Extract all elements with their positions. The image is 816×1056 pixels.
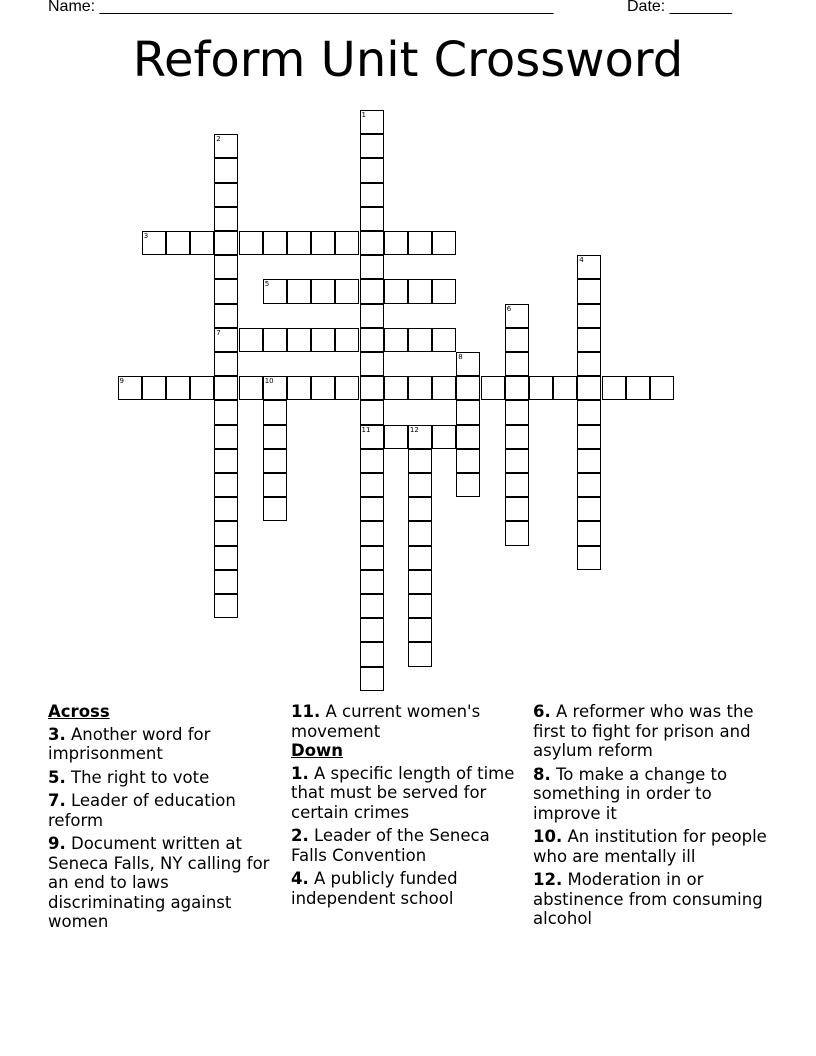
grid-cell-3[interactable] (142, 231, 166, 255)
grid-cell[interactable] (287, 231, 311, 255)
grid-cell[interactable] (408, 328, 432, 352)
grid-cell[interactable] (384, 425, 408, 449)
clue-number: 12. (533, 870, 563, 889)
grid-cell-10[interactable] (263, 376, 287, 400)
clue-text: A current women's movement (291, 702, 481, 741)
grid-cell[interactable] (408, 642, 432, 666)
grid-cell[interactable] (214, 231, 238, 255)
grid-cell[interactable] (166, 231, 190, 255)
clue-number: 3. (48, 724, 66, 744)
grid-cell[interactable] (360, 521, 384, 545)
grid-cell[interactable] (263, 473, 287, 497)
clue-number-label: 4 (579, 256, 584, 265)
grid-cell[interactable] (360, 570, 384, 594)
grid-cell[interactable] (166, 376, 190, 400)
grid-cell[interactable] (577, 473, 601, 497)
grid-cell[interactable] (214, 449, 238, 473)
grid-cell[interactable] (263, 231, 287, 255)
grid-cell[interactable] (432, 279, 456, 303)
clue-number-label: 2 (216, 135, 221, 144)
grid-cell[interactable] (650, 376, 674, 400)
clue-text: A specific length of time that must be served for certain crimes (291, 763, 515, 822)
clue-number-label: 5 (264, 280, 270, 289)
clue-number-label: 6 (506, 304, 512, 313)
grid-cell[interactable] (311, 279, 335, 303)
clue-number-label: 7 (216, 328, 221, 337)
grid-cell[interactable] (360, 594, 384, 618)
grid-cell[interactable] (214, 425, 238, 449)
clue-text: An institution for people who are mentally ill (533, 827, 767, 866)
grid-cell[interactable] (360, 642, 384, 666)
grid-cell[interactable] (335, 376, 359, 400)
grid-cell[interactable] (384, 376, 408, 400)
grid-cell[interactable] (505, 328, 529, 352)
grid-cell-7[interactable] (214, 328, 238, 352)
grid-cell[interactable] (214, 594, 238, 618)
grid-cell-12[interactable] (408, 425, 432, 449)
clue-text: Leader of education reform (48, 791, 236, 830)
clue-across-5 (48, 768, 284, 788)
grid-cell[interactable] (214, 183, 238, 207)
clues-column-2 (291, 702, 527, 912)
grid-cell[interactable] (505, 473, 529, 497)
grid-cell[interactable] (577, 376, 601, 400)
grid-cell[interactable] (263, 449, 287, 473)
grid-cell-8[interactable] (456, 352, 480, 376)
grid-cell[interactable] (287, 328, 311, 352)
clues-column-3 (533, 702, 769, 933)
clue-number: 10. (533, 827, 563, 846)
clue-number-label: 12 (409, 425, 419, 434)
grid-cell[interactable] (456, 473, 480, 497)
grid-cell[interactable] (360, 546, 384, 570)
grid-cell[interactable] (263, 400, 287, 424)
clue-across-3 (48, 725, 284, 764)
grid-cell-5[interactable] (263, 279, 287, 303)
grid-cell[interactable] (577, 328, 601, 352)
clue-across-7 (48, 791, 284, 830)
grid-cell[interactable] (360, 618, 384, 642)
grid-cell[interactable] (360, 497, 384, 521)
grid-cell[interactable] (311, 328, 335, 352)
grid-cell[interactable] (214, 497, 238, 521)
grid-cell[interactable] (360, 134, 384, 158)
grid-cell[interactable] (384, 231, 408, 255)
grid-cell[interactable] (577, 425, 601, 449)
grid-cell[interactable] (214, 352, 238, 376)
grid-cell[interactable] (214, 400, 238, 424)
grid-cell[interactable] (626, 376, 650, 400)
grid-cell[interactable] (408, 231, 432, 255)
grid-cell[interactable] (408, 618, 432, 642)
clue-number: 7. (48, 791, 66, 810)
grid-cell[interactable] (335, 279, 359, 303)
grid-cell[interactable] (360, 473, 384, 497)
clue-text: A publicly funded independent school (291, 869, 458, 908)
grid-cell[interactable] (408, 449, 432, 473)
clue-number: 11. (291, 702, 321, 721)
grid-cell[interactable] (408, 570, 432, 594)
name-field-label: Name: ___________________________________________________ (48, 0, 554, 15)
grid-cell[interactable] (311, 231, 335, 255)
date-field-label: Date: _______ (627, 0, 732, 15)
clue-down-1 (291, 764, 527, 823)
grid-cell[interactable] (577, 400, 601, 424)
grid-cell[interactable] (456, 449, 480, 473)
grid-cell[interactable] (602, 376, 626, 400)
clue-text: Leader of the Seneca Falls Convention (291, 826, 490, 865)
grid-cell[interactable] (408, 473, 432, 497)
grid-cell-11[interactable] (360, 425, 384, 449)
grid-cell[interactable] (408, 521, 432, 545)
grid-cell[interactable] (214, 546, 238, 570)
grid-cell[interactable] (360, 352, 384, 376)
grid-cell[interactable] (456, 400, 480, 424)
grid-cell[interactable] (408, 497, 432, 521)
grid-cell[interactable] (214, 158, 238, 182)
grid-cell[interactable] (214, 376, 238, 400)
clue-text: Another word for imprisonment (48, 724, 211, 763)
grid-cell[interactable] (360, 667, 384, 691)
clue-number-label: 8 (458, 353, 463, 361)
grid-cell[interactable] (408, 279, 432, 303)
grid-cell[interactable] (505, 376, 529, 400)
grid-cell[interactable] (432, 425, 456, 449)
grid-cell[interactable] (263, 497, 287, 521)
clue-number: 8. (533, 764, 551, 784)
grid-cell[interactable] (505, 497, 529, 521)
grid-cell[interactable] (239, 231, 263, 255)
clue-across-9 (48, 834, 284, 932)
grid-cell-4[interactable] (577, 255, 601, 279)
grid-cell[interactable] (456, 425, 480, 449)
grid-cell[interactable] (553, 376, 577, 400)
clue-number-label: 3 (143, 232, 149, 240)
grid-cell[interactable] (505, 352, 529, 376)
grid-cell[interactable] (263, 328, 287, 352)
grid-cell[interactable] (505, 521, 529, 545)
grid-cell[interactable] (214, 570, 238, 594)
grid-cell[interactable] (214, 207, 238, 231)
clue-number-label: 9 (119, 377, 124, 386)
clue-number: 6. (533, 702, 551, 721)
grid-cell[interactable] (577, 304, 601, 328)
clue-down-2 (291, 826, 527, 865)
grid-cell[interactable] (239, 376, 263, 400)
clue-text: To make a change to something in order to improve it (533, 764, 728, 823)
grid-cell[interactable] (360, 231, 384, 255)
grid-cell[interactable] (577, 521, 601, 545)
grid-cell[interactable] (239, 328, 263, 352)
grid-cell[interactable] (360, 255, 384, 279)
grid-cell[interactable] (505, 449, 529, 473)
clue-text: The right to vote (65, 767, 210, 787)
grid-cell[interactable] (384, 328, 408, 352)
clue-number: 9. (48, 834, 66, 853)
grid-cell[interactable] (214, 521, 238, 545)
clue-down-8 (533, 765, 769, 824)
page-title: Reform Unit Crossword (132, 32, 684, 88)
grid-cell[interactable] (360, 449, 384, 473)
grid-cell[interactable] (263, 425, 287, 449)
grid-cell[interactable] (505, 425, 529, 449)
clue-text: Moderation in or abstinence from consuming alcohol (533, 870, 763, 928)
clue-number-label: 1 (361, 111, 366, 119)
grid-cell[interactable] (335, 231, 359, 255)
clue-down-12 (533, 870, 769, 929)
grid-cell[interactable] (142, 376, 166, 400)
grid-cell[interactable] (287, 376, 311, 400)
across-heading: Across (48, 702, 110, 721)
grid-cell[interactable] (529, 376, 553, 400)
grid-cell[interactable] (360, 304, 384, 328)
grid-cell[interactable] (432, 231, 456, 255)
grid-cell[interactable] (432, 328, 456, 352)
grid-cell[interactable] (577, 546, 601, 570)
grid-cell[interactable] (360, 328, 384, 352)
clue-number: 5. (48, 767, 66, 787)
grid-cell[interactable] (360, 400, 384, 424)
clue-number-label: 10 (264, 377, 274, 386)
grid-cell[interactable] (456, 376, 480, 400)
grid-cell[interactable] (214, 304, 238, 328)
grid-cell[interactable] (360, 207, 384, 231)
grid-cell[interactable] (360, 183, 384, 207)
grid-cell[interactable] (335, 328, 359, 352)
grid-cell[interactable] (360, 376, 384, 400)
down-heading: Down (291, 741, 344, 760)
grid-cell[interactable] (214, 473, 238, 497)
grid-cell[interactable] (408, 546, 432, 570)
grid-cell-1[interactable] (360, 110, 384, 134)
clue-across-11 (291, 702, 527, 741)
grid-cell[interactable] (311, 376, 335, 400)
clue-number: 2. (291, 826, 309, 845)
clue-down-10 (533, 827, 769, 866)
grid-cell[interactable] (577, 449, 601, 473)
grid-cell[interactable] (214, 255, 238, 279)
clue-down-4 (291, 869, 527, 908)
clue-number-label: 11 (361, 425, 371, 434)
grid-cell[interactable] (408, 594, 432, 618)
grid-cell[interactable] (408, 376, 432, 400)
clues-column-1 (48, 702, 284, 936)
grid-cell[interactable] (190, 376, 214, 400)
clue-down-6 (533, 702, 769, 761)
grid-cell-6[interactable] (505, 304, 529, 328)
clue-text: A reformer who was the first to fight for prison and asylum reform (533, 702, 754, 760)
grid-cell[interactable] (432, 376, 456, 400)
grid-cell-2[interactable] (214, 134, 238, 158)
grid-cell[interactable] (214, 279, 238, 303)
grid-cell[interactable] (577, 497, 601, 521)
grid-cell[interactable] (190, 231, 214, 255)
grid-cell[interactable] (577, 279, 601, 303)
grid-cell[interactable] (384, 279, 408, 303)
grid-cell[interactable] (481, 376, 505, 400)
grid-cell[interactable] (360, 279, 384, 303)
clue-number: 4. (291, 869, 309, 888)
grid-cell[interactable] (505, 400, 529, 424)
grid-cell[interactable] (287, 279, 311, 303)
grid-cell[interactable] (360, 158, 384, 182)
grid-cell-9[interactable] (118, 376, 142, 400)
clue-text: Document written at Seneca Falls, NY calling for an end to laws discriminating against women (48, 834, 270, 931)
clue-number: 1. (291, 763, 309, 783)
grid-cell[interactable] (577, 352, 601, 376)
